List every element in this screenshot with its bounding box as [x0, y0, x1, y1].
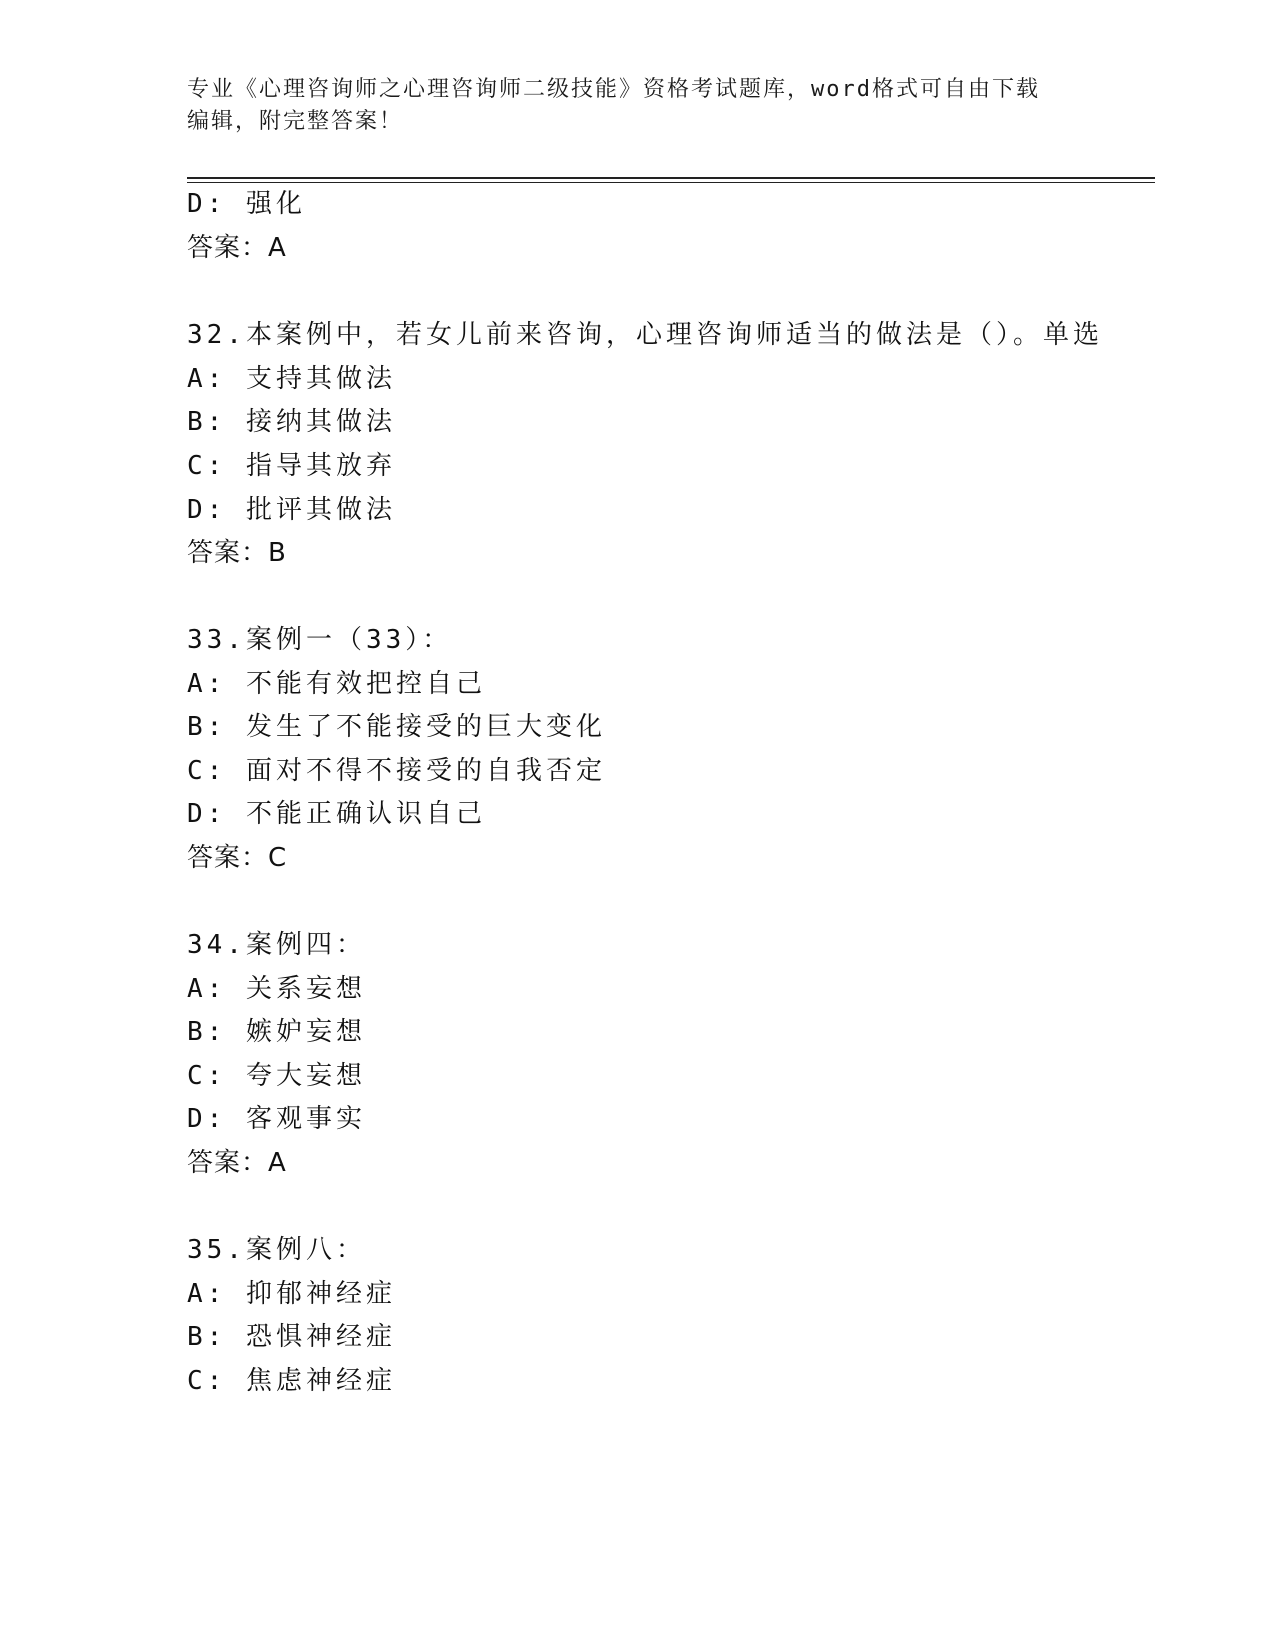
header-line-2: 编辑，附完整答案！ — [187, 109, 404, 134]
prev-answer: 答案：A — [187, 233, 287, 263]
q32-stem: 32.本案例中，若女儿前来咨询，心理咨询师适当的做法是（）。单选 — [187, 320, 1103, 350]
q34-answer: 答案：A — [187, 1148, 287, 1178]
header-divider-thick — [187, 177, 1155, 179]
q34-stem: 34.案例四： — [187, 930, 366, 960]
q35-option-c: C: 焦虑神经症 — [187, 1366, 396, 1396]
document-header — [187, 74, 1067, 138]
q33-option-a: A: 不能有效把控自己 — [187, 669, 486, 699]
prev-option-d: D: 强化 — [187, 189, 306, 219]
q35-stem: 35.案例八： — [187, 1235, 366, 1265]
q32-option-b: B: 接纳其做法 — [187, 407, 396, 437]
q34-option-d: D: 客观事实 — [187, 1104, 366, 1134]
q34-option-a: A: 关系妄想 — [187, 974, 366, 1004]
header-divider-thin — [187, 182, 1155, 183]
q35-option-a: A: 抑郁神经症 — [187, 1279, 396, 1309]
q33-option-b: B: 发生了不能接受的巨大变化 — [187, 712, 606, 742]
q33-stem: 33.案例一（33）： — [187, 625, 453, 655]
q33-option-c: C: 面对不得不接受的自我否定 — [187, 756, 606, 786]
q32-option-a: A: 支持其做法 — [187, 364, 396, 394]
q32-option-c: C: 指导其放弃 — [187, 451, 396, 481]
q33-option-d: D: 不能正确认识自己 — [187, 799, 486, 829]
q34-option-c: C: 夸大妄想 — [187, 1061, 366, 1091]
q33-answer: 答案：C — [187, 843, 288, 873]
q34-option-b: B: 嫉妒妄想 — [187, 1017, 366, 1047]
header-line-1: 专业《心理咨询师之心理咨询师二级技能》资格考试题库，word格式可自由下载 — [187, 77, 1040, 102]
q32-option-d: D: 批评其做法 — [187, 495, 396, 525]
q35-option-b: B: 恐惧神经症 — [187, 1322, 396, 1352]
q32-answer: 答案：B — [187, 538, 287, 568]
